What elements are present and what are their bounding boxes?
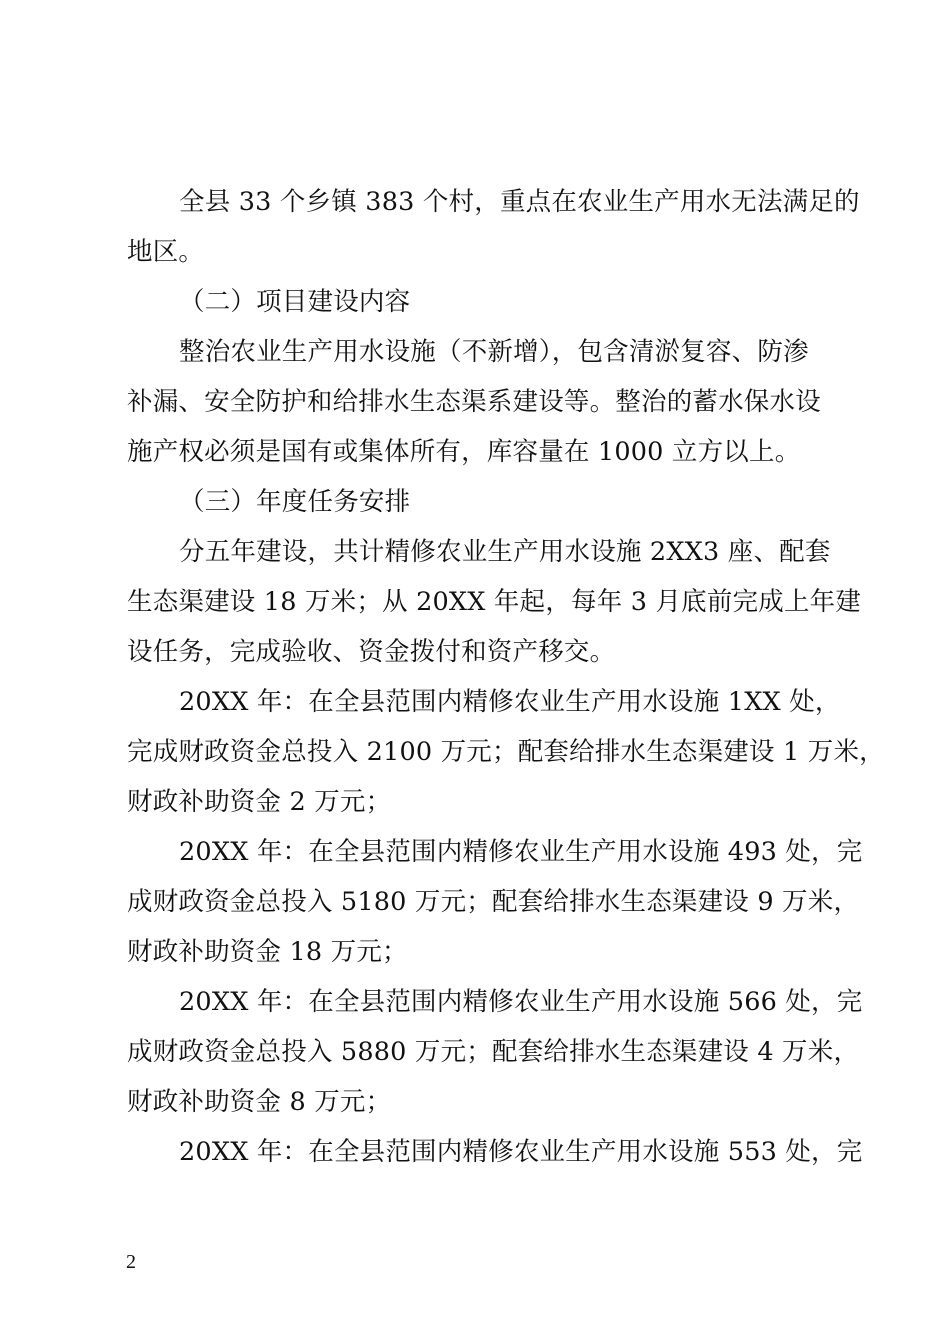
paragraph-line: 设任务，完成验收、资金拨付和资产移交。 <box>127 637 616 667</box>
paragraph-line: 财政补助资金 18 万元； <box>127 937 408 967</box>
paragraph-line: 分五年建设，共计精修农业生产用水设施 2XX3 座、配套 <box>179 537 831 567</box>
page-number: 2 <box>126 1251 136 1273</box>
paragraph-line: 20XX 年：在全县范围内精修农业生产用水设施 553 处，完 <box>179 1137 863 1167</box>
paragraph-line: 成财政资金总投入 5880 万元；配套给排水生态渠建设 4 万米， <box>127 1037 860 1067</box>
paragraph-line: 20XX 年：在全县范围内精修农业生产用水设施 566 处，完 <box>179 987 863 1017</box>
paragraph-line: 财政补助资金 8 万元； <box>127 1087 392 1117</box>
paragraph-line: 20XX 年：在全县范围内精修农业生产用水设施 1XX 处， <box>179 687 841 717</box>
paragraph-line: 补漏、安全防护和给排水生态渠系建设等。整治的蓄水保水设 <box>127 387 821 417</box>
paragraph-line: 财政补助资金 2 万元； <box>127 787 392 817</box>
paragraph-line: 全县 33 个乡镇 383 个村，重点在农业生产用水无法满足的 <box>179 187 860 217</box>
section-heading: （二）项目建设内容 <box>179 287 411 317</box>
paragraph-line: 施产权必须是国有或集体所有，库容量在 1000 立方以上。 <box>127 437 801 467</box>
paragraph-line: 生态渠建设 18 万米；从 20XX 年起，每年 3 月底前完成上年建 <box>127 587 862 617</box>
paragraph-line: 整治农业生产用水设施（不新增），包含清淤复容、防渗 <box>179 337 809 367</box>
paragraph-line: 地区。 <box>127 237 205 267</box>
section-heading: （三）年度任务安排 <box>179 487 411 517</box>
paragraph-line: 成财政资金总投入 5180 万元；配套给排水生态渠建设 9 万米， <box>127 887 860 917</box>
paragraph-line: 完成财政资金总投入 2100 万元；配套给排水生态渠建设 1 万米， <box>127 737 885 767</box>
paragraph-line: 20XX 年：在全县范围内精修农业生产用水设施 493 处，完 <box>179 837 863 867</box>
